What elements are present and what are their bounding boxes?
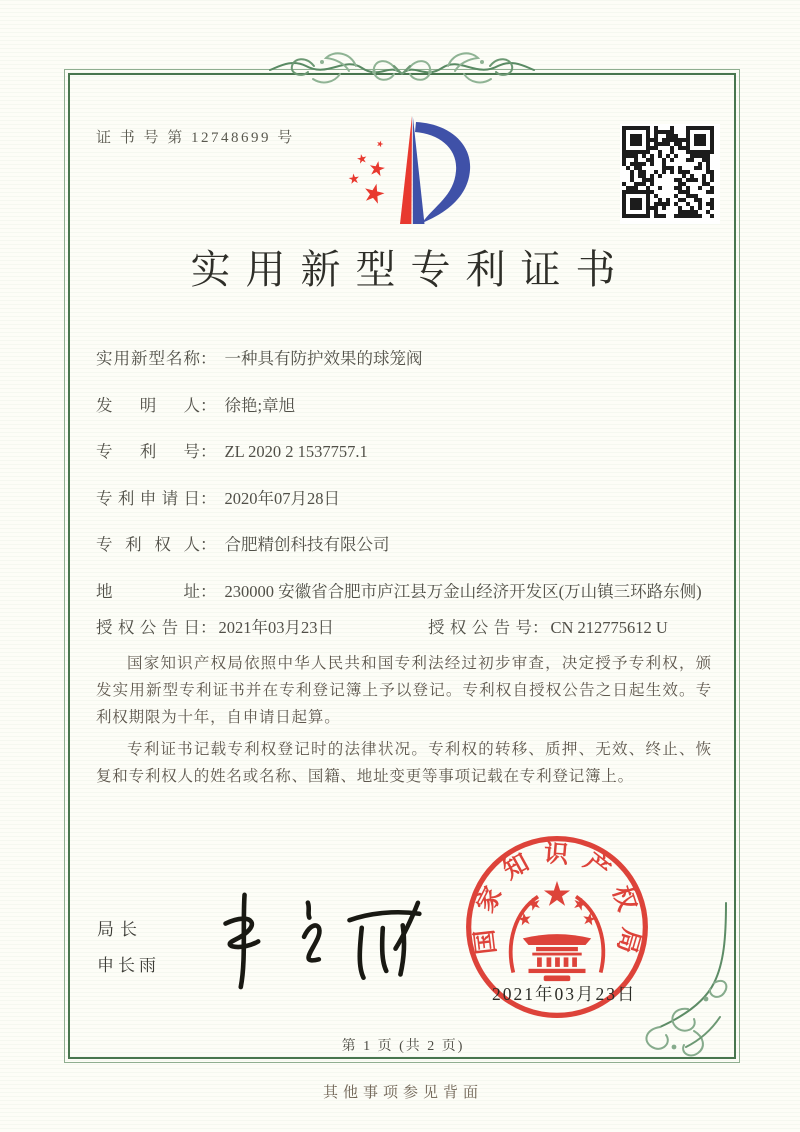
field-value: CN 212775612 U: [550, 617, 668, 637]
grant-no-pair: 授权公告号 ： CN 212775612 U: [428, 615, 668, 640]
field-label: 专利申请日: [96, 488, 200, 508]
field-label: 地址: [96, 581, 200, 601]
field-label: 授权公告日: [96, 617, 200, 637]
field-value: 一种具有防护效果的球笼阀: [224, 349, 423, 368]
certificate-number: 证 书 号 第 12748699 号: [96, 130, 295, 146]
legal-text: [96, 650, 712, 790]
field-row-grant: [96, 615, 712, 640]
field-row-filing-date: 专利申请日 ： 2020年07月28日: [96, 486, 712, 511]
certificate-title: 实用新型专利证书: [190, 247, 631, 292]
field-row-name: 实用新型名称 ： 一种具有防护效果的球笼阀: [96, 346, 712, 371]
seal-date: 2021年03月23日: [492, 984, 637, 1004]
national-emblem: [511, 881, 604, 981]
field-value: ZL 2020 2 1537757.1: [224, 442, 368, 461]
field-row-patentee: 专利权人 ： 合肥精创科技有限公司: [96, 532, 712, 557]
grant-date-pair: 授权公告日 ： 2021年03月23日: [96, 615, 428, 640]
field-row-inventor: 发明人 ： 徐艳;章旭: [96, 393, 712, 418]
legal-paragraph-1: 国家知识产权局依照中华人民共和国专利法经过初步审查，决定授予专利权，颁发实用新型专利证书并在专利登记簿上予以登记。专利权自授权公告之日起生效。专利权期限为十年，自申请日起算。: [96, 654, 712, 726]
page-number: 第 1 页 (共 2 页): [341, 1039, 465, 1054]
field-label: 专利权人: [96, 535, 200, 554]
field-value: 2020年07月28日: [224, 488, 340, 508]
seal-text: 国家知识产权局: [469, 840, 645, 970]
field-label: 授权公告号: [428, 617, 532, 637]
top-flourish-ornament: [252, 36, 552, 102]
certificate-fields: [96, 346, 712, 795]
legal-paragraph-2: 专利证书记载专利权登记时的法律状况。专利权的转移、质押、无效、终止、恢复和专利权人的姓名或名称、国籍、地址变更等事项记载在专利登记簿上。: [96, 740, 712, 785]
handwritten-signature-icon: [210, 876, 444, 994]
cnipa-logo-icon: [342, 112, 482, 230]
field-value: 合肥精创科技有限公司: [224, 535, 390, 554]
field-label: 发明人: [96, 395, 200, 415]
officer-name: 申长雨: [97, 956, 160, 975]
field-value: 230000 安徽省合肥市庐江县万金山经济开发区(万山镇三环路东侧): [224, 581, 702, 601]
back-side-note: 其他事项参见背面: [322, 1085, 483, 1101]
field-label: 实用新型名称: [96, 349, 200, 368]
field-label: 专利号: [96, 442, 200, 461]
field-row-patent-no: 专利号 ： ZL 2020 2 1537757.1: [96, 439, 712, 464]
field-value: 徐艳;章旭: [224, 395, 296, 415]
officer-title: 局长: [97, 920, 143, 939]
field-row-address: 地址 ： 230000 安徽省合肥市庐江县万金山经济开发区(万山镇三环路东侧): [96, 579, 712, 604]
field-value: 2021年03月23日: [218, 617, 334, 637]
qr-code-icon: [620, 124, 720, 224]
